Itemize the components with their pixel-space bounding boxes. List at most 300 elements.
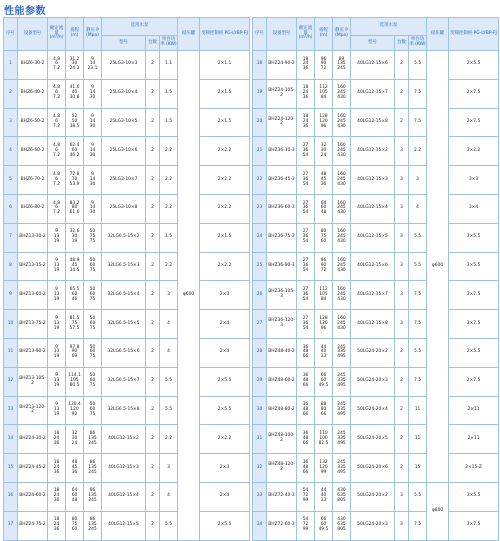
pump-model-cell: 32LG6.5-15×2 [102,223,146,252]
pressure-cell: 86 135 245 [84,454,102,483]
pump-count-cell: 3 [395,166,409,195]
pump-count-cell: 3 [395,310,409,339]
head-cell: 72.8 70 53.9 [66,166,84,195]
page-title: 性能参数 [4,6,46,17]
flow-cell: 36 48 66 [297,425,315,454]
pump-model-cell: 32LG6.5-15×5 [102,310,146,339]
pump-count-cell: 2 [395,338,409,367]
model-cell: BHZ36-60-3 [267,194,297,223]
unit-power-cell: 7.5 [409,281,427,310]
pressure-cell: 86 135 245 [84,425,102,454]
model-cell: BHZ6-40-2 [18,79,48,108]
flow-cell: 9 13 19 [48,338,66,367]
pump-model-cell: 40LG12-15×5 [351,223,395,252]
row-number: 12 [4,367,18,396]
pressure-cell: 245 335 495 [333,367,351,396]
table-row [253,425,499,454]
header-unit-power: 单台功率 (KW) [160,36,178,51]
pump-model-cell: 32LG6.5-15×4 [102,281,146,310]
row-number: 16 [4,482,18,511]
table-row [4,396,250,425]
unit-power-cell: 5.5 [160,511,178,540]
pump-model-cell: 40LG12-15×6 [351,252,395,281]
pump-count-cell: 3 [395,511,409,540]
head-cell: 66 60 49.5 [315,367,333,396]
vfd-cell: 3×7.5 [449,511,499,540]
model-cell: BHZ13-75-2 [18,310,48,339]
table-row [253,79,499,108]
model-cell: BHZ48-100-2 [267,425,297,454]
flow-cell: 27 36 54 [297,194,315,223]
row-number: 14 [4,425,18,454]
row-number: 1 [4,51,18,80]
vfd-cell: 2×5.5 [449,338,499,367]
pump-count-cell: 3 [395,194,409,223]
unit-power-cell: 7.5 [409,79,427,108]
pump-model-cell: 40LG12-15×2 [102,425,146,454]
row-number: 3 [4,108,18,137]
head-cell: 31.2 30 24.3 [66,51,84,80]
model-cell: BHZ48-80-2 [267,396,297,425]
performance-table-left [3,17,250,541]
flow-cell: 36 48 66 [297,338,315,367]
flow-cell: 54 72 99 [297,511,315,540]
pressure-cell: 245 335 495 [333,338,351,367]
pressure-cell: 50 60 75 [84,252,102,281]
model-cell: BHZ13-60-2 [18,281,48,310]
vfd-cell: 2×4 [200,338,250,367]
table-row [4,482,250,511]
vfd-cell: 2×2.2 [200,137,250,166]
model-cell: BHZ36-75-3 [267,223,297,252]
table-row [253,166,499,195]
pressure-cell: 50 60 75 [84,367,102,396]
pump-model-cell: 40LG12-15×8 [351,310,395,339]
flow-cell: 9 13 19 [48,310,66,339]
model-cell: BHZ24-120-2 [267,108,297,137]
pump-model-cell: 40LG12-15×4 [351,194,395,223]
pressure-cell: 86 135 245 [84,511,102,540]
vfd-cell: 3×5.5 [449,223,499,252]
flow-cell: 9 13 19 [48,252,66,281]
pressure-cell: 160 245 430 [333,223,351,252]
header-pressure: 静压 P (Mpa) [84,18,102,51]
header-pressure: 静压 P (Mpa) [333,18,351,51]
model-cell: BHZ72-60-3 [267,511,297,540]
vfd-cell: 2×15-Z [449,454,499,483]
pump-count-cell: 2 [146,454,160,483]
table-row [253,194,499,223]
head-cell: 41.6 40 30.8 [66,79,84,108]
row-number: 4 [4,137,18,166]
vfd-cell: 2×2.2 [200,194,250,223]
row-number: 13 [4,396,18,425]
unit-power-cell: 2.2 [160,194,178,223]
tank-cell: φ600 [178,51,200,541]
model-cell: BHZ72-40-3 [267,482,297,511]
vfd-cell: 2×1.5 [200,223,250,252]
unit-power-cell: 7.5 [409,367,427,396]
vfd-cell: 3×5.5 [449,482,499,511]
pressure-cell: 160 245 430 [333,79,351,108]
row-number: 25 [253,252,267,281]
pump-model-cell: 32LG6.5-15×3 [102,252,146,281]
pressure-cell: 160 245 430 [333,281,351,310]
flow-cell: 27 36 54 [297,310,315,339]
vfd-cell: 2×1.1 [200,51,250,80]
pump-count-cell: 2 [395,51,409,80]
unit-power-cell: 3 [409,166,427,195]
row-number: 19 [253,79,267,108]
header-tank: 稳压罐 [427,18,449,51]
header-seq: 序号 [4,18,18,51]
pump-model-cell: 40LG12-15×4 [102,482,146,511]
flow-cell: 36 48 66 [297,396,315,425]
model-cell: BHZ24-60-2 [18,482,48,511]
flow-cell: 4.8 6 7.2 [48,137,66,166]
model-cell: BHZ36-45-3 [267,166,297,195]
flow-cell: 27 36 54 [297,281,315,310]
pressure-cell: 245 335 495 [333,396,351,425]
vfd-cell: 3×5.5 [449,252,499,281]
model-cell: BHZ6-70-2 [18,166,48,195]
flow-cell: 27 36 54 [297,252,315,281]
flow-cell: 4.8 6 7.2 [48,166,66,195]
row-number: 23 [253,194,267,223]
pressure-cell: 160 245 430 [333,252,351,281]
header-vfd: 变频控制柜 PG-LYBP-FJ [200,18,250,51]
row-number: 34 [253,511,267,540]
row-number: 9 [4,281,18,310]
row-number: 20 [253,108,267,137]
vfd-cell: 2×4 [200,310,250,339]
pump-model-cell: 25LG3-10×7 [102,166,146,195]
pump-model-cell: 40LG12-15×7 [351,79,395,108]
flow-cell: 36 48 66 [297,454,315,483]
unit-power-cell: 1.5 [160,79,178,108]
pump-count-cell: 3 [395,137,409,166]
vfd-cell: 2×2.2 [200,166,250,195]
unit-power-cell: 5.5 [160,367,178,396]
pump-count-cell: 2 [146,252,160,281]
table-row [4,425,250,454]
model-cell: BHZ13-30-2 [18,223,48,252]
vfd-cell: 2×5.5 [200,367,250,396]
row-number: 8 [4,252,18,281]
vfd-cell: 2×5.5 [200,511,250,540]
model-cell: BHZ13-105-2 [18,367,48,396]
pressure-cell: 50 75 75 [84,223,102,252]
flow-cell: 18 24 36 [48,454,66,483]
model-cell: BHZ13-120-2 [18,396,48,425]
row-number: 29 [253,367,267,396]
row-number: 11 [4,338,18,367]
unit-power-cell: 2.2 [160,137,178,166]
unit-power-cell: 11 [409,396,427,425]
row-number: 22 [253,166,267,195]
table-row [4,79,250,108]
pump-count-cell: 2 [146,223,160,252]
unit-power-cell: 5.5 [160,396,178,425]
tank-cell: φ600 [427,51,449,483]
head-cell: 83.2 80 61.6 [66,194,84,223]
pressure-cell: 9 14 30 [84,137,102,166]
pump-model-cell: 40LG12-15×3 [102,454,146,483]
table-row [4,367,250,396]
pump-count-cell: 3 [395,281,409,310]
header-pump-count: 台数 [146,36,160,51]
pump-count-cell: 2 [146,166,160,195]
header-model: 设备型号 [267,18,297,51]
pump-count-cell: 2 [395,454,409,483]
head-cell: 32 30 24 [66,425,84,454]
table-row [4,108,250,137]
table-row [4,338,250,367]
vfd-cell: 2×4 [200,482,250,511]
head-cell: 48 45 36 [66,454,84,483]
head-cell: 97.8 90 69 [66,338,84,367]
header-flow: 额定流量 (m³/h) [297,18,315,51]
head-cell: 128 120 96 [315,310,333,339]
row-number: 6 [4,194,18,223]
vfd-cell: 2×5.5 [200,396,250,425]
header-pump-model: 型号 [351,36,395,51]
unit-power-cell: 5.5 [409,338,427,367]
unit-power-cell: 5.5 [409,51,427,80]
head-cell: 110 100 82.5 [315,425,333,454]
flow-cell: 9 13 19 [48,281,66,310]
flow-cell: 9 13 19 [48,367,66,396]
model-cell: BHZ36-120-3 [267,310,297,339]
row-number: 10 [4,310,18,339]
pressure-cell: 9 14 30 [84,79,102,108]
pump-model-cell: 40LG12-15×7 [351,281,395,310]
table-row [253,310,499,339]
pump-count-cell: 2 [146,108,160,137]
vfd-cell: 2×2.2 [200,252,250,281]
unit-power-cell: 1.5 [160,108,178,137]
pressure-cell: 160 245 430 [333,137,351,166]
header-unit-power: 单台功率 (KW) [409,36,427,51]
flow-cell: 27 36 54 [297,137,315,166]
pressure-cell: 430 635 805 [333,482,351,511]
header-pump-count: 台数 [395,36,409,51]
head-cell: 66 60 49.5 [315,511,333,540]
pressure-cell: 9 14 30 [84,166,102,195]
header-pump-group: 选用水泵 [351,18,427,36]
pump-count-cell: 2 [146,338,160,367]
head-cell: 44 40 33 [315,482,333,511]
head-cell: 62.4 60 46.2 [66,137,84,166]
unit-power-cell: 15 [409,454,427,483]
pump-count-cell: 3 [395,482,409,511]
table-row [4,511,250,540]
table-row [253,108,499,137]
table-row [253,454,499,483]
head-cell: 96 90 72 [315,51,333,80]
pressure-cell: 50 60 75 [84,310,102,339]
unit-power-cell: 4 [160,310,178,339]
vfd-cell: 2×3 [200,281,250,310]
unit-power-cell: 2.2 [409,137,427,166]
table-row [253,367,499,396]
pump-model-cell: 32LG6.5-15×7 [102,367,146,396]
table-row [253,51,499,80]
model-cell: BHZ6-30-2 [18,51,48,80]
pressure-cell: 89 135 245 [333,51,351,80]
vfd-cell: 3×2.2 [449,137,499,166]
row-number: 33 [253,482,267,511]
head-cell: 80 75 60 [315,223,333,252]
pressure-cell: 160 245 430 [333,310,351,339]
table-row [4,137,250,166]
pump-model-cell: 32LG6.5-15×6 [102,338,146,367]
model-cell: BHZ24-45-2 [18,454,48,483]
model-cell: BHZ24-30-2 [18,425,48,454]
flow-cell: 4.8 6 7.2 [48,194,66,223]
flow-cell: 18 24 36 [297,51,315,80]
head-cell: 44 40 33 [315,338,333,367]
pump-count-cell: 2 [146,310,160,339]
pump-model-cell: 40LG12-15×6 [351,51,395,80]
vfd-cell: 2×5.5 [449,51,499,80]
unit-power-cell: 2.2 [160,252,178,281]
flow-cell: 54 72 99 [297,482,315,511]
head-cell: 80 75 60 [66,511,84,540]
table-row [4,223,250,252]
pressure-cell: 430 635 805 [333,511,351,540]
pump-count-cell: 2 [146,367,160,396]
flow-cell: 9 13 19 [48,223,66,252]
header-head: 扬程 (m) [315,18,333,51]
pressure-cell: 9 14 30 [84,108,102,137]
pump-model-cell: 40LG12-15×2 [351,137,395,166]
flow-cell: 18 24 36 [48,511,66,540]
pump-count-cell: 2 [146,396,160,425]
unit-power-cell: 11 [409,425,427,454]
flow-cell: 27 36 54 [297,223,315,252]
head-cell: 112 105 84 [315,79,333,108]
vfd-cell: 2×7.5 [449,367,499,396]
flow-cell: 18 24 36 [48,482,66,511]
row-number: 31 [253,425,267,454]
flow-cell: 18 24 36 [297,108,315,137]
pump-count-cell: 2 [146,511,160,540]
table-row [4,51,250,80]
pump-model-cell: 50LG24-20×4 [351,396,395,425]
pump-model-cell: 50LG24-20×6 [351,454,395,483]
pressure-cell: 160 245 430 [333,194,351,223]
row-number: 30 [253,396,267,425]
unit-power-cell: 4 [409,194,427,223]
model-cell: BHZ24-75-2 [18,511,48,540]
model-cell: BHZ6-50-2 [18,108,48,137]
vfd-cell: 3×7.5 [449,281,499,310]
pump-count-cell: 2 [146,281,160,310]
flow-cell: 27 36 54 [297,166,315,195]
pressure-cell: 160 245 430 [333,166,351,195]
unit-power-cell: 2.2 [160,166,178,195]
vfd-cell: 2×11 [449,425,499,454]
table-row [4,454,250,483]
head-cell: 96 90 72 [315,252,333,281]
header-model: 设备型号 [18,18,48,51]
model-cell: BHZ13-15-2 [18,252,48,281]
unit-power-cell: 2.2 [160,425,178,454]
unit-power-cell: 1.1 [160,51,178,80]
head-cell: 48.9 45 34.5 [66,252,84,281]
row-number: 32 [253,454,267,483]
unit-power-cell: 4 [160,482,178,511]
row-number: 28 [253,338,267,367]
model-cell: BHZ48-40-2 [267,338,297,367]
pump-model-cell: 50LG24-20×3 [351,367,395,396]
pressure-cell: 9 14 23.1 [84,51,102,80]
header-seq: 序号 [253,18,267,51]
flow-cell: 4.8 6 7.2 [48,51,66,80]
pump-model-cell: 50LG24-20×3 [351,511,395,540]
pump-count-cell: 2 [395,108,409,137]
head-cell: 48 45 36 [315,166,333,195]
flow-cell: 9 13 19 [48,396,66,425]
tank-cell: φ800 [427,482,449,540]
unit-power-cell: 5.5 [409,252,427,281]
vfd-cell: 2×2.2 [200,425,250,454]
table-row [4,310,250,339]
pump-count-cell: 2 [395,396,409,425]
table-row [253,338,499,367]
row-number: 26 [253,281,267,310]
model-cell: BHZ36-30-3 [267,137,297,166]
model-cell: BHZ6-80-2 [18,194,48,223]
flow-cell: 18 24 36 [48,425,66,454]
pump-count-cell: 2 [146,482,160,511]
unit-power-cell: 7.5 [409,108,427,137]
pump-model-cell: 25LG3-10×8 [102,194,146,223]
model-cell: BHZ13-90-2 [18,338,48,367]
row-number: 21 [253,137,267,166]
table-row [253,482,499,511]
pump-model-cell: 50LG24-20×2 [351,482,395,511]
performance-table-right [252,17,499,541]
pump-model-cell: 40LG12-15×3 [351,166,395,195]
table-row [4,252,250,281]
vfd-cell: 2×11 [449,396,499,425]
pressure-cell: 160 245 430 [333,108,351,137]
model-cell: BHZ24-105-2 [267,79,297,108]
vfd-cell: 2×1.5 [200,108,250,137]
pressure-cell: 50 60 75 [84,281,102,310]
pump-count-cell: 2 [146,51,160,80]
head-cell: 65.5 60 46 [66,281,84,310]
pump-model-cell: 40LG12-15×5 [102,511,146,540]
head-cell: 64 60 48 [315,194,333,223]
pump-model-cell: 25LG3-10×6 [102,137,146,166]
table-row [4,281,250,310]
pump-count-cell: 2 [146,425,160,454]
pump-count-cell: 2 [146,194,160,223]
row-number: 15 [4,454,18,483]
table-row [4,166,250,195]
table-row [253,396,499,425]
pressure-cell: 50 60 75 [84,396,102,425]
model-cell: BHZ6-60-2 [18,137,48,166]
header-pump-group: 选用水泵 [102,18,178,36]
vfd-cell: 2×7.5 [449,79,499,108]
unit-power-cell: 7.5 [409,511,427,540]
flow-cell: 4.8 6 7.2 [48,79,66,108]
vfd-cell: 3×4 [449,194,499,223]
